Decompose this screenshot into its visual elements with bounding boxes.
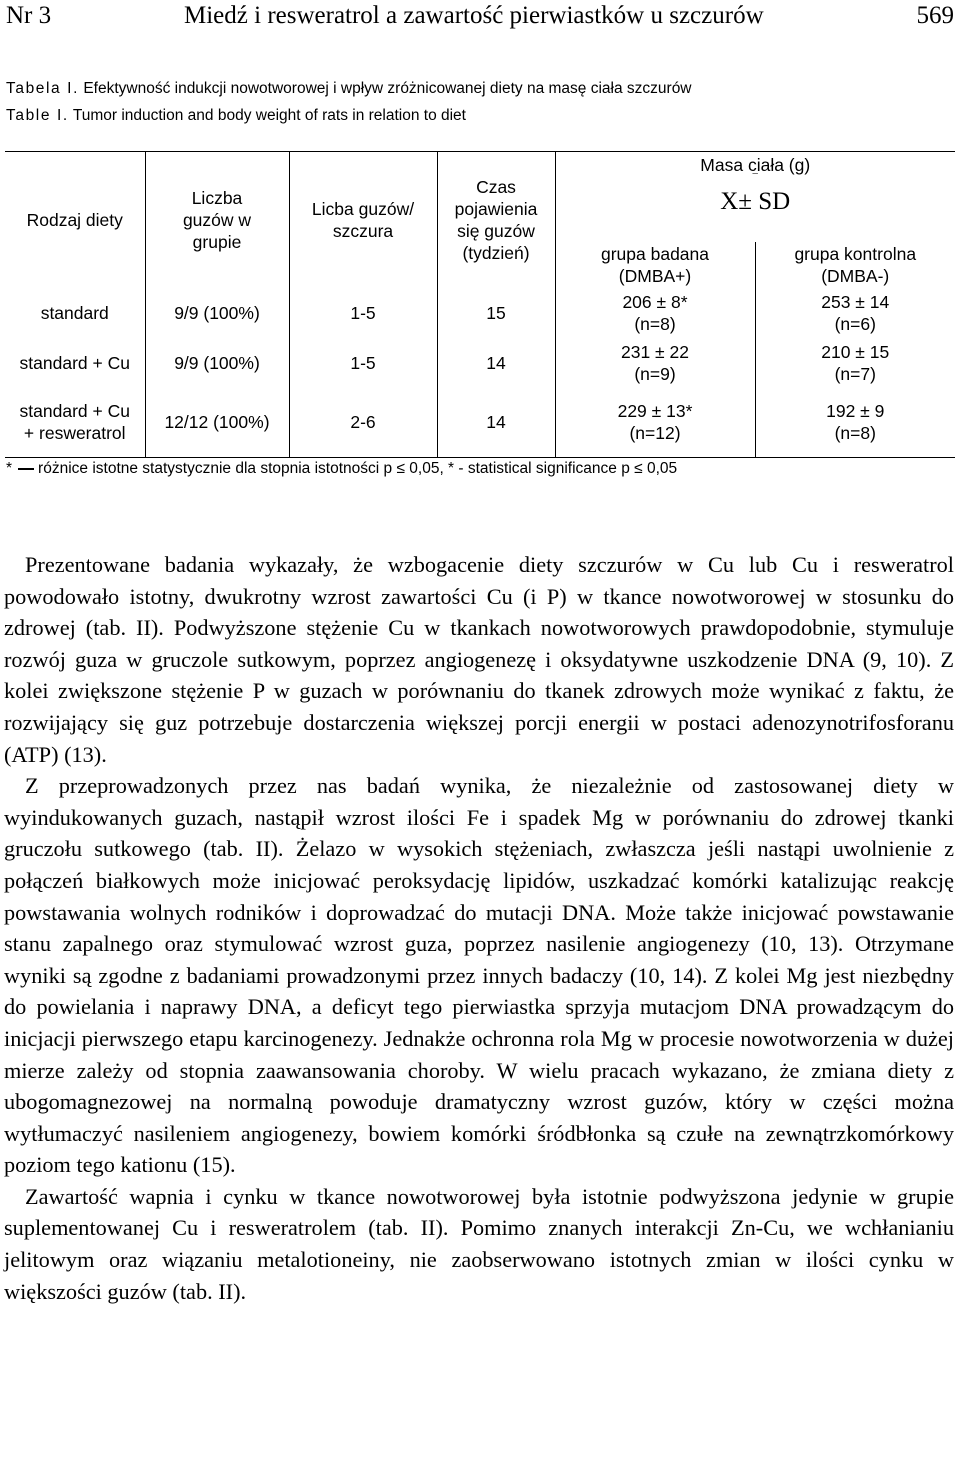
results-table: [5, 151, 955, 458]
table-title-en: Tumor induction and body weight of rats in relation to diet: [72, 107, 466, 124]
cell-tumors-per-rat: 1-5: [289, 338, 437, 388]
cell-study-mass: 206 ± 8* (n=8): [555, 288, 755, 338]
header-tumors-in-group: Liczba guzów w grupie: [145, 152, 289, 288]
cell-time: 15: [437, 288, 555, 338]
cell-study-mass: 229 ± 13* (n=12): [555, 388, 755, 458]
paragraph: Z przeprowadzonych przez nas badań wynika, że niezależnie od zastosowanej diety w wyindukowanych guzach, nastąpił wzrost ilości Fe i spadek Mg w porównaniu do zdrowej tkanki gruczołu sutkowego (tab. II). Żelazo w wysokich stężeniach, zwłaszcza jeśli nastąpi uwolnienie z połączeń białkowych może inicjować peroksydację lipidów, uszkadzać komórki katalizując reakcję powstawania wolnych rodników i doprowadzać do mutacji DNA. Może także inicjować powstawanie stanu zapalnego oraz stymulować wzrost guza, poprzez nasilenie angiogenezy (10, 13). Otrzymane wyniki są zgodne z badaniami prowadzonymi przez innych badaczy (10, 14). Z kolei Mg jest niezbędny do powielania i naprawy DNA, a deficyt tego pierwiastka sprzyja mutacjom DNA prowadzącym do inicjacji pierwszego etapu karcinogenezy. Jednakże ochronna rola Mg w procesie nowotworzenia w dużej mierze zależy od stopnia zaawansowania choroby. W wielu pracach wykazano, że zmiana diety z ubogomagnezowej na normalną powoduje dramatyczny wzrost guzów, który w części można wytłumaczyć nasileniem angiogenezy, bowiem komórki śródbłonka są czułe na zewnątrzkomórkowy poziom tego kationu (15).: [4, 773, 954, 1178]
table-label-en: Table I.: [6, 107, 69, 124]
cell-time: 14: [437, 338, 555, 388]
paragraph: Zawartość wapnia i cynku w tkance nowotworowej była istotnie podwyższona jedynie w grupie suplementowanej Cu i resweratrolem (tab. II). Pomimo znanych interakcji Zn-Cu, we wchłanianiu jelitowym oraz wiązaniu metalotioneiny, nie zaobserwowano istotnych zmian w ilości cynku w większości guzów (tab. II).: [4, 1183, 954, 1304]
running-header: [6, 2, 954, 38]
footnote-star: *: [6, 460, 13, 477]
table-label-pl: Tabela I.: [6, 80, 79, 97]
cell-control-mass: 192 ± 9 (n=8): [755, 388, 955, 458]
header-time: Czas pojawienia się guzów (tydzień): [437, 152, 555, 288]
table-row: [5, 338, 955, 388]
paragraph: Prezentowane badania wykazały, że wzbogacenie diety szczurów w Cu lub Cu i resweratrol powodowało istotny, dwukrotny wzrost zawartości Cu (i P) w tkance nowotworowej w stosunku do zdrowej (tab. II). Podwyższone stężenie Cu w tkankach nowotworowych prawdopodobnie, stymuluje rozwój guza w gruczole sutkowym, poprzez angiogenezę i oksydatywne uszkodzenie DNA (9, 10). Z kolei zwiększone stężenie P w guzach w porównaniu do tkanek zdrowych może wynikać z faktu, że rozwijający się guz potrzebuje dostarczenia większej porcji energii w postaci adenozynotrifosforanu (ATP) (13).: [4, 552, 954, 767]
dash-mark: [18, 468, 34, 470]
cell-control-mass: 253 ± 14 (n=6): [821, 291, 890, 334]
cell-study-mass: 231 ± 22 (n=9): [555, 338, 755, 388]
table-row: [5, 388, 955, 458]
header-body-mass: [555, 152, 955, 242]
page-number: 569: [916, 2, 954, 29]
cell-tumors-per-rat: 1-5: [289, 288, 437, 338]
cell-diet: standard + Cu + resweratrol: [5, 388, 145, 458]
footnote-text-2: 0,05, * - statistical significance p: [409, 460, 630, 477]
cell-tumors-in-group: 9/9 (100%): [145, 288, 289, 338]
table-footnote: [6, 460, 677, 478]
cell-tumors-in-group: 12/12 (100%): [145, 388, 289, 458]
issue-number: Nr 3: [6, 2, 52, 29]
header-row-top: [5, 152, 955, 242]
header-tumors-per-rat: Licba guzów/ szczura: [289, 152, 437, 288]
cell-diet: standard + Cu: [5, 338, 145, 388]
footnote-text-3: 0,05: [646, 460, 678, 477]
cell-control-mass: 210 ± 15 (n=7): [821, 341, 890, 384]
body-mass-label: Masa ciała (g): [700, 155, 811, 175]
cell-time: 14: [437, 388, 555, 458]
header-study-group: grupa badana (DMBA+): [555, 242, 755, 288]
table-caption-en: [6, 107, 466, 125]
header-control-group: grupa kontrolna (DMBA-): [794, 243, 917, 286]
cell-tumors-per-rat: 2-6: [289, 388, 437, 458]
less-equal-symbol-1: ≤: [396, 460, 405, 477]
article-body: [4, 549, 954, 1307]
header-diet: Rodzaj diety: [5, 152, 145, 288]
cell-diet: standard: [5, 288, 145, 338]
mean-bar-icon: ‾: [752, 173, 758, 188]
table-row: [5, 288, 955, 338]
table-caption-pl: [6, 80, 692, 98]
cell-tumors-in-group: 9/9 (100%): [145, 338, 289, 388]
running-title: Miedź i resweratrol a zawartość pierwiastków u szczurów: [184, 2, 764, 29]
footnote-text-1: różnice istotne statystycznie dla stopnia istotności p: [38, 460, 393, 477]
table-title-pl: Efektywność indukcji nowotworowej i wpływ zróżnicowanej diety na masę ciała szczurów: [83, 80, 692, 97]
less-equal-symbol-2: ≤: [634, 460, 643, 477]
mean-sd-label: X± SD: [720, 188, 791, 215]
